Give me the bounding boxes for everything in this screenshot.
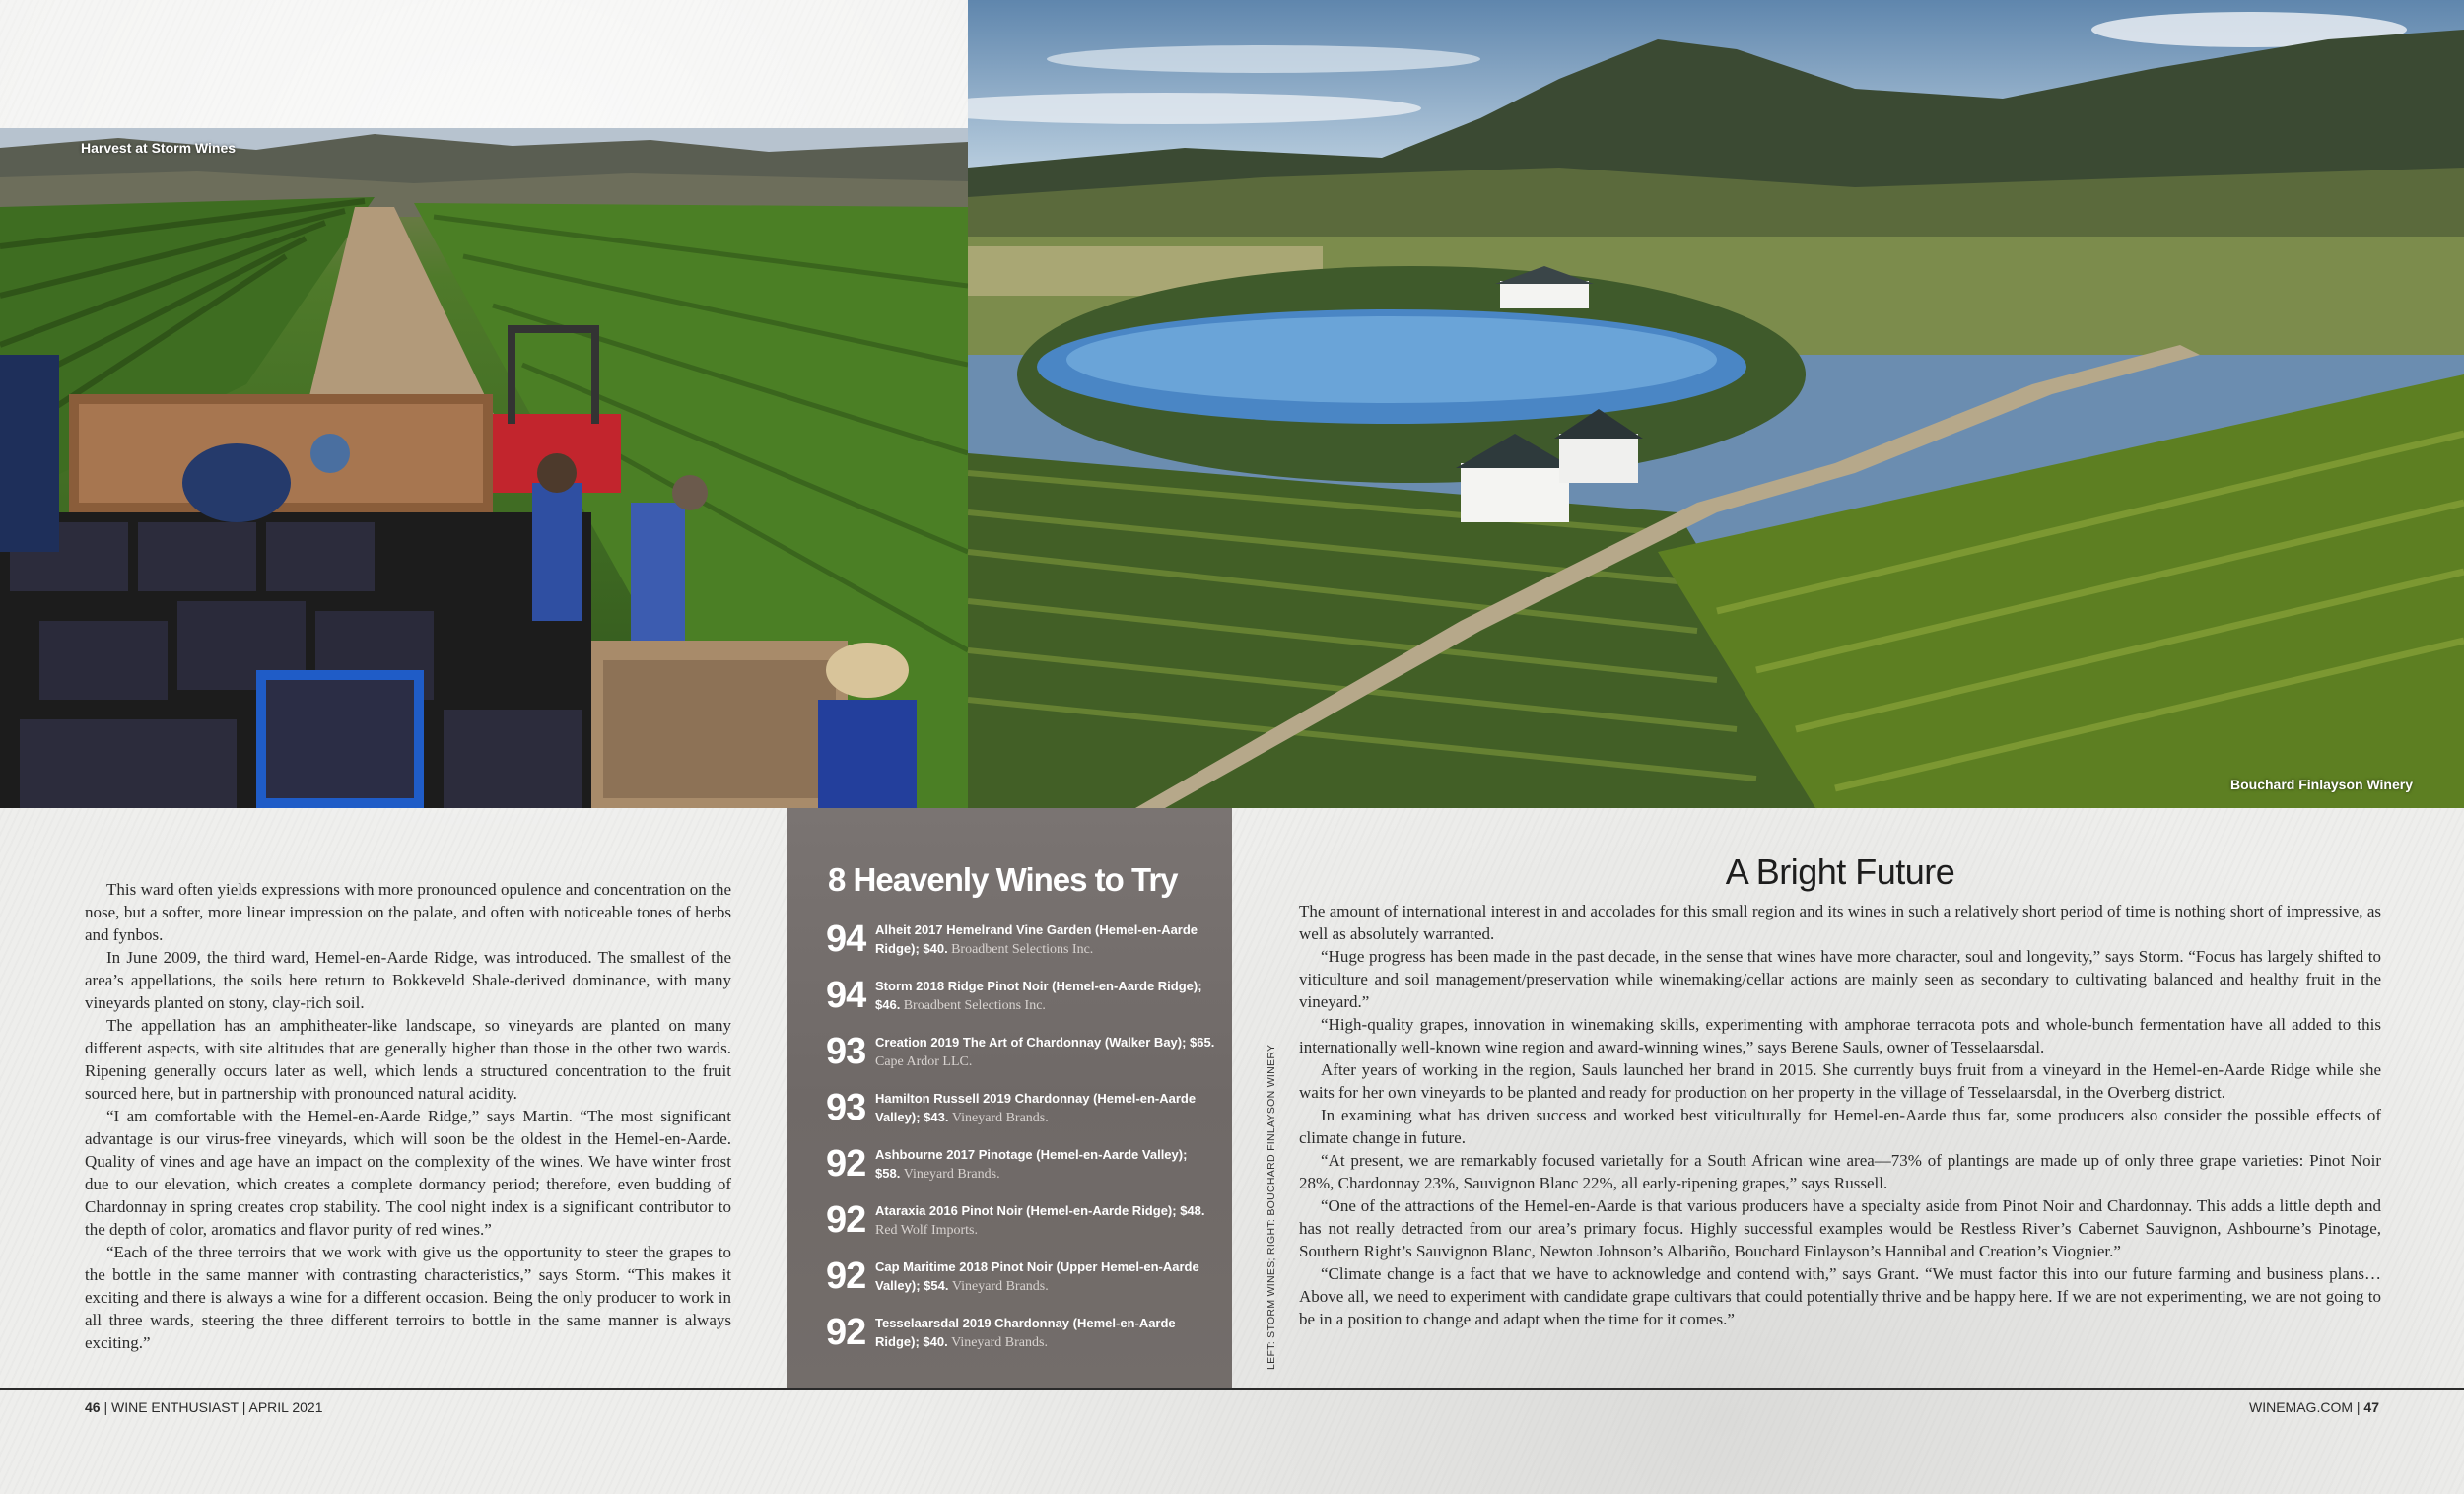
wine-name: Ataraxia 2016 Pinot Noir (Hemel-en-Aarde Ridge); $48. bbox=[875, 1203, 1205, 1218]
page-number-left: 46 bbox=[85, 1399, 101, 1415]
wine-score: 92 bbox=[826, 1312, 866, 1353]
left-photo-caption: Harvest at Storm Wines bbox=[81, 140, 237, 156]
wine-importer: Vineyard Brands. bbox=[951, 1111, 1049, 1125]
section-heading: A Bright Future bbox=[1725, 851, 1955, 892]
wine-name: Hamilton Russell 2019 Chardonnay (Hemel-en-Aarde Valley); $43. bbox=[875, 1091, 1197, 1124]
photo-credit: LEFT: STORM WINES; RIGHT: BOUCHARD FINLAYSON WINERY bbox=[1266, 1044, 1277, 1370]
wine-score: 92 bbox=[826, 1143, 866, 1185]
right-paragraph-5: In examining what has driven success and worked best viticulturally for Hemel-en-Aarde thus far, some producers also consider the possible effects of climate change in future. bbox=[1299, 1106, 2381, 1147]
left-paragraph-3: The appellation has an amphitheater-like landscape, so vineyards are planted on many different aspects, with site altitudes that are generally higher than those in the other two wards. Ripening generally occurs later as well, which lends a structured concentration to the fruit sourced here, but in partnership with pronounced natural acidity. bbox=[85, 1016, 731, 1103]
right-photo-caption: Bouchard Finlayson Winery bbox=[2229, 777, 2413, 792]
page-number-right: 47 bbox=[2363, 1399, 2379, 1415]
left-paragraph-4: “I am comfortable with the Hemel-en-Aarde Ridge,” says Martin. “The most significant advantage is our virus-free vineyards, which will soon be the oldest in the Hemel-en-Aarde. Quality of vines and age have an impact on the complexity of the wines. We have winter frost due to our elevation, which creates a complete dormancy period; therefore, even budding of Chardonnay in spring creates crop stability. The cool night index is a significant contributor to the depth of color, aromatics and flavor purity of red wines.” bbox=[85, 1107, 731, 1239]
wine-score: 94 bbox=[826, 918, 866, 960]
wine-name: Cap Maritime 2018 Pinot Noir (Upper Hemel-en-Aarde Valley); $54. bbox=[875, 1259, 1199, 1293]
wine-importer: Vineyard Brands. bbox=[951, 1279, 1049, 1294]
right-paragraph-6: “At present, we are remarkably focused varietally for a South African wine area—73% of plantings are made up of only three grape varieties: Pinot Noir 28%, Chardonnay 23%, Sauvignon Blanc 22%, all early-ripening grapes,” says Russell. bbox=[1299, 1151, 2381, 1192]
wine-name: Creation 2019 The Art of Chardonnay (Walker Bay); $65. bbox=[875, 1035, 1215, 1050]
wine-entry bbox=[826, 917, 1220, 972]
wine-entry bbox=[826, 1254, 1220, 1309]
wine-importer: Red Wolf Imports. bbox=[875, 1223, 978, 1238]
right-paragraph-2: “Huge progress has been made in the past decade, in the sense that wines have more character, soul and longevity,” says Storm. “Focus has largely shifted to viticulture and soil management/preservation while winemaking/cellar actions are mainly seen as secondary to cultivating balanced and healthy fruit in the vineyard.” bbox=[1299, 947, 2381, 1011]
wine-entry bbox=[826, 973, 1220, 1028]
aerial-winery-photo bbox=[968, 0, 2464, 808]
wine-score: 94 bbox=[826, 975, 866, 1016]
sidebar-title: 8 Heavenly Wines to Try bbox=[828, 861, 1178, 898]
wine-importer: Vineyard Brands. bbox=[951, 1335, 1048, 1350]
left-paragraph-5: “Each of the three terroirs that we work with give us the opportunity to steer the grapes to the bottle in the same manner with contrasting characteristics,” says Storm. “This makes it exciting and there is always a wine for a different occasion. Being the only producer to work in all three wards, steering the three different terroirs to bottle in the same manner is always exciting.” bbox=[85, 1243, 731, 1352]
wine-score: 92 bbox=[826, 1199, 866, 1241]
harvest-photo bbox=[0, 128, 968, 808]
wine-importer: Broadbent Selections Inc. bbox=[903, 998, 1046, 1013]
wines-to-try-sidebar bbox=[787, 808, 1232, 1388]
wine-score: 93 bbox=[826, 1031, 866, 1072]
wine-importer: Broadbent Selections Inc. bbox=[951, 942, 1094, 957]
wine-score: 92 bbox=[826, 1256, 866, 1297]
harvest-illustration bbox=[0, 128, 968, 808]
wine-entry bbox=[826, 1141, 1220, 1196]
left-paragraph-1: This ward often yields expressions with more pronounced opulence and concentration on the nose, but a softer, more linear impression on the palate, and often with noticeable tones of herbs and fynbos. bbox=[85, 880, 731, 944]
wine-importer: Vineyard Brands. bbox=[903, 1167, 1000, 1182]
left-column-text bbox=[85, 878, 731, 1354]
right-column-text bbox=[1299, 900, 2381, 1330]
right-paragraph-7: “One of the attractions of the Hemel-en-Aarde is that various producers have a specialty aside from Pinot Noir and Chardonnay. This adds a little depth and has not really detracted from our area’s primary focus. Highly successful examples would be Restless River’s Cabernet Sauvignon, Ashbourne’s Pinotage, Southern Right’s Sauvignon Blanc, Newton Johnson’s Albariño, Bouchard Finlayson’s Hannibal and Creation’s Viognier.” bbox=[1299, 1196, 2381, 1260]
wine-name: Storm 2018 Ridge Pinot Noir (Hemel-en-Aarde Ridge); $46. bbox=[875, 979, 1202, 1012]
right-paragraph-3: “High-quality grapes, innovation in winemaking skills, experimenting with amphorae terracota pots and whole-bunch fermentation have all added to this internationally well-known wine region and award-winning wines,” says Berene Sauls, owner of Tesselaarsdal. bbox=[1299, 1015, 2381, 1056]
folio-left bbox=[85, 1399, 322, 1415]
aerial-illustration bbox=[968, 0, 2464, 808]
wine-name: Tesselaarsdal 2019 Chardonnay (Hemel-en-Aarde Ridge); $40. bbox=[875, 1316, 1176, 1349]
wine-entry bbox=[826, 1085, 1220, 1140]
folio-rule bbox=[0, 1388, 2464, 1390]
wine-entry bbox=[826, 1029, 1220, 1084]
wine-name: Ashbourne 2017 Pinotage (Hemel-en-Aarde Valley); $58. bbox=[875, 1147, 1188, 1181]
folio-right bbox=[2249, 1399, 2379, 1415]
wine-name: Alheit 2017 Hemelrand Vine Garden (Hemel-en-Aarde Ridge); $40. bbox=[875, 922, 1198, 956]
folio-left-text: | WINE ENTHUSIAST | APRIL 2021 bbox=[100, 1399, 323, 1415]
wine-importer: Cape Ardor LLC. bbox=[875, 1054, 973, 1069]
wine-entry bbox=[826, 1197, 1220, 1253]
right-paragraph-1: The amount of international interest in and accolades for this small region and its wines in such a relatively short period of time is nothing short of impressive, as well as absolutely warranted. bbox=[1299, 902, 2381, 943]
wine-score: 93 bbox=[826, 1087, 866, 1128]
left-paragraph-2: In June 2009, the third ward, Hemel-en-Aarde Ridge, was introduced. The smallest of the area’s appellations, the soils here return to Bokkeveld Shale-derived dominance, with many vineyards planted on stony, clay-rich soil. bbox=[85, 948, 731, 1012]
right-paragraph-8: “Climate change is a fact that we have to acknowledge and contend with,” says Grant. “We must factor this into our future farming and business plans… Above all, we need to experiment with candidate grape cultivars that could potentially thrive and be happy here. If we are not experimenting, we are not going to be in a position to change and adapt when the time for it comes.” bbox=[1299, 1264, 2381, 1328]
right-paragraph-4: After years of working in the region, Sauls launched her brand in 2015. She currently buys fruit from a vineyard in the Hemel-en-Aarde Ridge while she waits for her own vineyards to be planted and ready for production on her property in the village of Tesselaarsdal, in the Overberg district. bbox=[1299, 1060, 2381, 1102]
folio-right-text: WINEMAG.COM | bbox=[2249, 1399, 2364, 1415]
wine-entry bbox=[826, 1310, 1220, 1365]
